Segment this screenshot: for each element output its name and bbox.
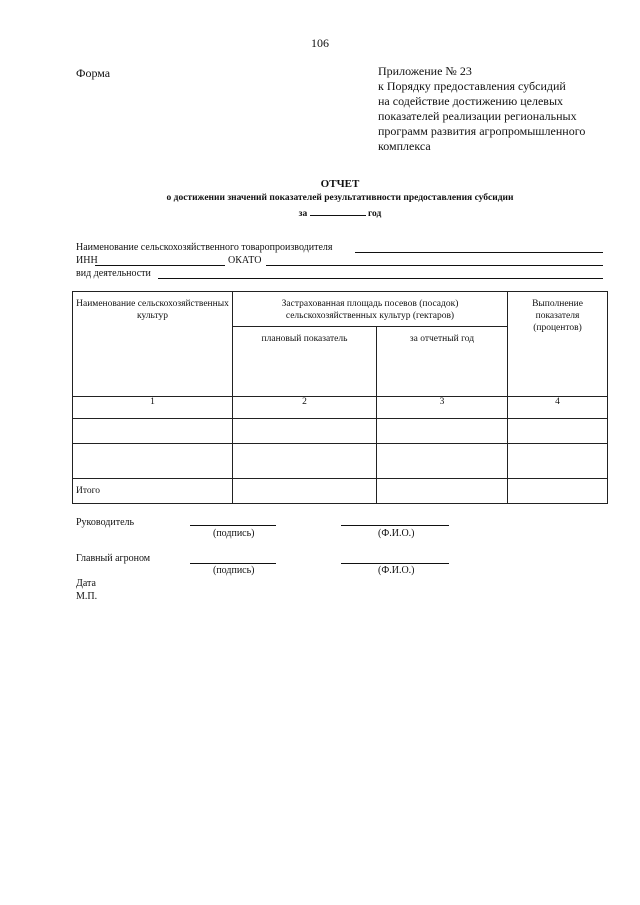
- total-cell[interactable]: [377, 479, 508, 504]
- total-cell[interactable]: [233, 479, 377, 504]
- agronomist-label: Главный агроном: [76, 553, 151, 564]
- report-table: [72, 291, 608, 504]
- appendix-line: программ развития агропромышленного: [378, 124, 586, 138]
- inn-line[interactable]: [95, 265, 225, 266]
- appendix-line: на содействие достижению целевых: [378, 94, 564, 108]
- form-label: Форма: [76, 66, 111, 80]
- signature-caption: (подпись): [213, 528, 255, 539]
- col23-header: Застрахованная площадь посевов (посадок) сельскохозяйственных культур (гектаров): [233, 292, 508, 327]
- appendix-line: Приложение № 23: [378, 64, 472, 78]
- total-label: Итого: [73, 479, 233, 504]
- report-subtitle: о достижении значений показателей результативности предоставления субсидии: [166, 193, 514, 203]
- inn-label: ИНН: [76, 255, 98, 266]
- name-caption: (Ф.И.О.): [378, 565, 415, 576]
- appendix-line: комплекса: [378, 139, 431, 153]
- appendix-block: [378, 64, 585, 154]
- stamp-label: М.П.: [76, 591, 98, 602]
- producer-label: Наименование сельскохозяйственного товаропроизводителя: [76, 242, 333, 253]
- total-cell[interactable]: [508, 479, 608, 504]
- col3-header: за отчетный год: [377, 327, 508, 397]
- period-blank[interactable]: [310, 206, 366, 216]
- period-suffix: год: [367, 209, 382, 219]
- name-caption: (Ф.И.О.): [378, 528, 415, 539]
- activity-line[interactable]: [158, 278, 603, 279]
- table-cell[interactable]: [377, 419, 508, 444]
- col-number: 3: [377, 397, 508, 419]
- date-label: Дата: [76, 578, 96, 589]
- producer-line[interactable]: [355, 252, 603, 253]
- page-number: 106: [311, 36, 329, 50]
- report-title: ОТЧЕТ: [320, 178, 360, 190]
- head-name-line[interactable]: [341, 525, 449, 526]
- okato-label: ОКАТО: [228, 255, 262, 266]
- table-cell[interactable]: [233, 444, 377, 479]
- col-number: 2: [233, 397, 377, 419]
- report-period: [0, 206, 640, 219]
- table-cell[interactable]: [377, 444, 508, 479]
- table-cell[interactable]: [233, 419, 377, 444]
- col4-header: Выполнение показателя (процентов): [508, 292, 608, 397]
- head-signature-line[interactable]: [190, 525, 276, 526]
- table-cell[interactable]: [73, 444, 233, 479]
- table-cell[interactable]: [73, 419, 233, 444]
- appendix-line: показателей реализации региональных: [378, 109, 577, 123]
- agronomist-signature-line[interactable]: [190, 563, 276, 564]
- signature-caption: (подпись): [213, 565, 255, 576]
- activity-label: вид деятельности: [76, 268, 151, 279]
- col-number: 1: [73, 397, 233, 419]
- appendix-line: к Порядку предоставления субсидий: [378, 79, 566, 93]
- col2-header: плановый показатель: [233, 327, 377, 397]
- col-number: 4: [508, 397, 608, 419]
- agronomist-name-line[interactable]: [341, 563, 449, 564]
- table-cell[interactable]: [508, 444, 608, 479]
- table-cell[interactable]: [508, 419, 608, 444]
- head-label: Руководитель: [76, 517, 135, 528]
- okato-line[interactable]: [266, 265, 603, 266]
- col1-header: Наименование сельскохозяйственных культур: [73, 292, 233, 397]
- period-prefix: за: [298, 209, 308, 219]
